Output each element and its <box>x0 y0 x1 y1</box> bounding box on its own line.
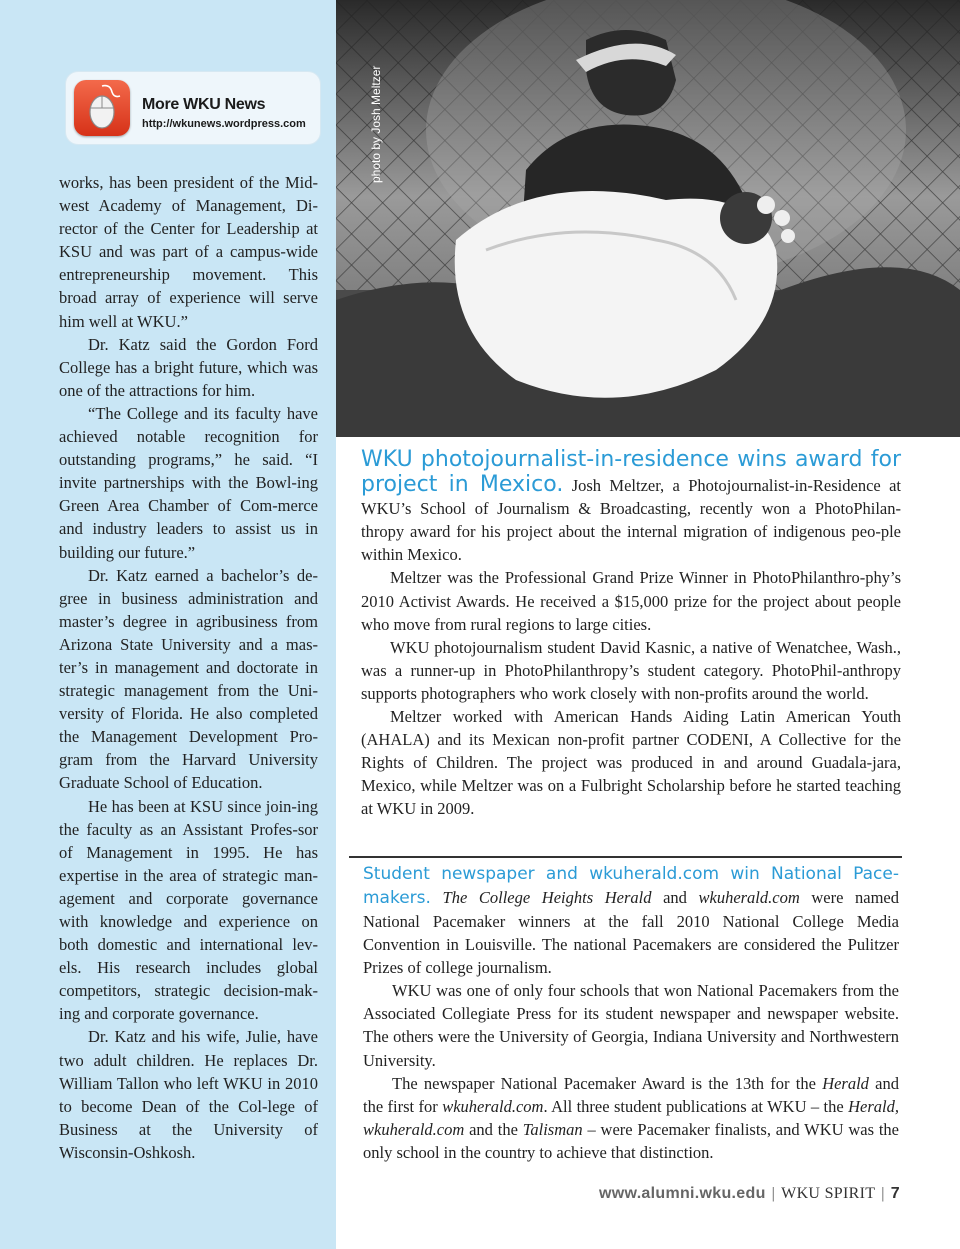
section-divider <box>349 856 902 858</box>
computer-mouse-icon <box>74 80 130 136</box>
paragraph: Meltzer worked with American Hands Aiding Latin American Youth (AHALA) and its Mexican non-profit partner CODENI, A Collective for the Rights of Children. The project was produced in and around Guadala-jara, Mexico, while Meltzer was on a Fulbright Scholarship before he started teaching at WKU in 2009. <box>361 707 901 819</box>
paragraph: He has been at KSU since join-ing the faculty as an Assistant Profes-sor of Management in 1995. He has expertise in the area of strategic man-agement and corporate governance with knowledge and experience on both domestic and international lev-els. His research includes global competitors, strategic decision-mak-ing and corporate governance. <box>59 796 318 1024</box>
news-link[interactable]: http://wkunews.wordpress.com <box>142 118 306 130</box>
publication-name: wkuherald.com <box>698 888 800 907</box>
paragraph: works, has been president of the Mid-west Academy of Management, Di-rector of the Center for Leadership at KSU and was part of a campus-wide entrepreneurship movement. This broad array of experience will serve him well at WKU.” <box>59 173 318 331</box>
feature-photo <box>336 0 960 437</box>
publication-name: wkuherald.com <box>442 1096 544 1116</box>
text-fragment: and <box>651 888 699 907</box>
text-fragment: and the <box>464 1119 523 1139</box>
story-pacemakers <box>363 862 899 1164</box>
publication-name: The College Heights Herald <box>442 888 652 907</box>
paragraph: “The College and its faculty have achieved notable recognition for outstanding programs,” he said. “I invite partnerships with the Bowl-ing Green Area Chamber of Com-merce and industry leaders to assist us in building our future.” <box>59 403 318 562</box>
paragraph: Dr. Katz and his wife, Julie, have two adult children. He replaces Dr. William Tallon who left WKU in 2010 to become Dean of the Col-lege of Business at the University of Wisconsin-Oshkosh. <box>59 1027 318 1162</box>
story-lead-text: were named National Pacemaker winners at the fall 2010 National College Media Convention in Louisville. The national Pacemakers are considered the Pulitzer Prizes of college journalism. <box>363 888 899 978</box>
story-photojournalist <box>361 447 901 821</box>
story-lead-paragraph <box>363 862 899 979</box>
publication-name: Herald <box>822 1073 869 1093</box>
card-title: More WKU News <box>142 96 266 113</box>
page-number: 7 <box>890 1185 900 1202</box>
paragraph: WKU photojournalism student David Kasnic, a native of Wenatchee, Wash., was a runner-up in PhotoPhilanthropy’s student category. PhotoPhil-anthropy supports photographers who work closely with non-profits around the world. <box>361 637 901 703</box>
story-lead-paragraph <box>361 447 901 566</box>
paragraph: Dr. Katz said the Gordon Ford College has a bright future, which was one of the attractions for him. <box>59 334 318 400</box>
page-footer <box>599 1185 900 1203</box>
footer-separator: | <box>881 1185 885 1202</box>
magazine-name: WKU SPIRIT <box>781 1185 876 1202</box>
paragraph <box>363 1072 899 1164</box>
text-fragment: – were Pacemaker finalists, and WKU was the only school in the country to achieve that distinction. <box>363 1119 899 1162</box>
left-column-article <box>59 171 318 1164</box>
publication-name: Talisman <box>522 1119 583 1139</box>
paragraph: Dr. Katz earned a bachelor’s de-gree in business administration and master’s degree in agribusiness from Arizona State University and a mas-ter’s in management and doctorate in strategic management from the Uni-versity of Florida. He also completed the Management Development Pro-gram from the Harvard University Graduate School of Education. <box>59 565 318 793</box>
paragraph: WKU was one of only four schools that won National Pacemakers from the Associated Collegiate Press for its student newspaper and newspaper website. The others were the University of Georgia, Indiana University and Northwestern University. <box>363 981 899 1070</box>
story-headline: WKU photojournalist-in-residence wins award for project in Mexico. <box>361 447 901 498</box>
footer-url[interactable]: www.alumni.wku.edu <box>599 1185 766 1202</box>
story-headline: Student newspaper and wkuherald.com win National Pace-makers. <box>363 864 899 908</box>
publication-name: Herald, wkuherald.com <box>363 1096 899 1139</box>
photo-credit-text: photo by Josh Meltzer <box>369 65 383 183</box>
text-fragment: . All three student publications at WKU – the <box>543 1096 849 1116</box>
paragraph: Meltzer was the Professional Grand Prize Winner in PhotoPhilanthro-phy’s 2010 Activist Awards. He received a $15,000 prize for the project about people who move from rural regions to large cities. <box>361 568 901 634</box>
footer-separator: | <box>771 1185 776 1202</box>
text-fragment: and the first for <box>363 1073 900 1116</box>
photo-credit <box>366 60 386 185</box>
text-fragment: The newspaper National Pacemaker Award is the 13th for the <box>392 1073 823 1093</box>
more-news-card[interactable] <box>66 72 320 144</box>
story-lead-text: Josh Meltzer, a Photojournalist-in-Residence at WKU’s School of Journalism & Broadcasting, recently won a PhotoPhilan-thropy award for his project about the internal migration of indigenous peo-ple within Mexico. <box>361 476 901 565</box>
